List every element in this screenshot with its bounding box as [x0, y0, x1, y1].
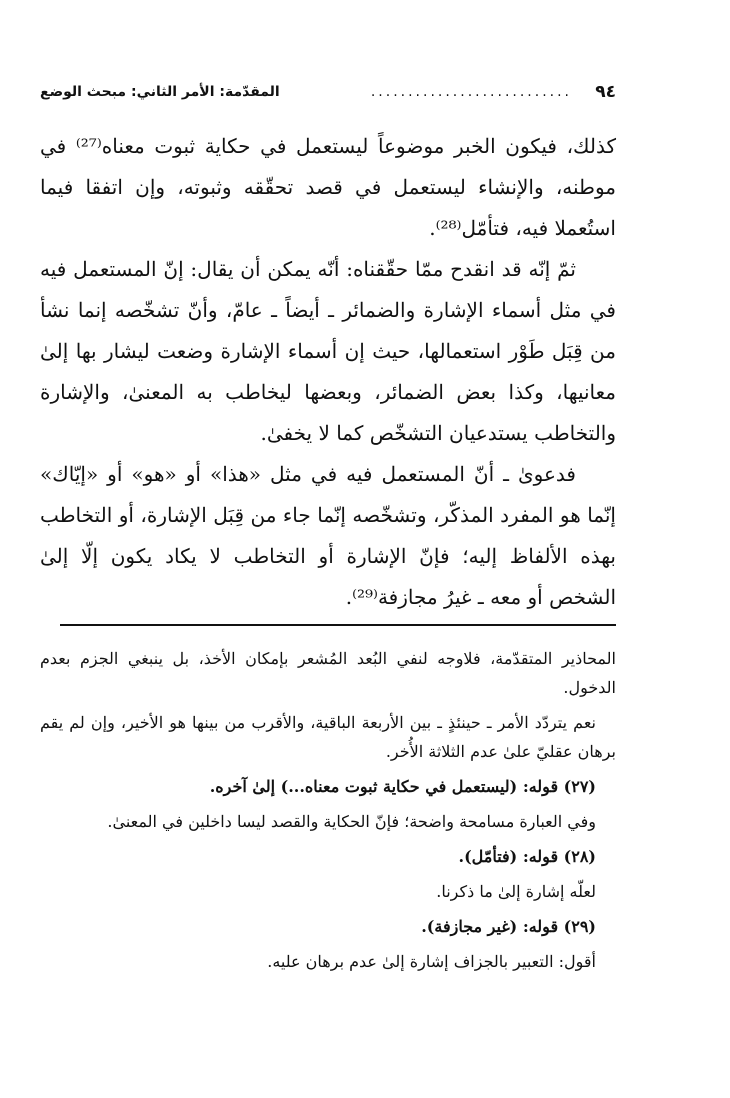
footnote-continuation: المحاذير المتقدّمة، فلاوجه لنفي البُعد المُشعر بإمكان الأخذ، بل ينبغي الجزم بعدم الدخول. [40, 649, 616, 697]
footnote-continuation: نعم يتردّد الأمر ـ حينئذٍ ـ بين الأربعة الباقية، والأقرب من بينها هو الأخير، وإن لم يقم برهان عقليّ علىٰ عدم الثلاثة الأُخر. [40, 713, 616, 761]
footnote-separator [60, 624, 616, 626]
footnotes [40, 644, 616, 982]
page-header [40, 78, 616, 106]
header-leader-dots: ........................... [370, 84, 572, 100]
main-paragraph: كذلك، فيكون الخبر موضوعاً ليستعمل في حكاية ثبوت معناه⁽²⁷⁾ في موطنه، والإنشاء ليستعمل في قصد تحقّقه وثبوته، وإن اتفقا فيما استُعملا فيه، فتأمّل⁽²⁸⁾. [40, 134, 616, 240]
main-paragraph: ثمّ إنّه قد انقدح ممّا حقّقناه: أنّه يمكن أن يقال: إنّ المستعمل فيه في مثل أسماء الإشارة والضمائر ـ أيضاً ـ عامّ، وأنّ تشخّصه إنما نشأ من قِبَل طَوْر استعمالها، حيث إن أسماء الإشارة وضعت ليشار بها إلىٰ معانيها، وكذا بعض الضمائر، وبعضها ليخاطب به المعنىٰ، والإشارة والتخاطب يستدعيان التشخّص كما لا يخفىٰ. [40, 257, 616, 445]
footnote-27-heading: (٢٧) قوله: (ليستعمل في حكاية ثبوت معناه...) إلىٰ آخره. [209, 777, 596, 796]
footnote-27-body: وفي العبارة مسامحة واضحة؛ فإنّ الحكاية والقصد ليسا داخلين في المعنىٰ. [107, 812, 596, 831]
running-title: المقدّمة: الأمر الثاني: مبحث الوضع [40, 84, 280, 100]
main-paragraph: فدعوىٰ ـ أنّ المستعمل فيه في مثل «هذا» أو «هو» أو «إيّاك» إنّما هو المفرد المذكّر، وتشخّصه إنّما جاء من قِبَل الإشارة، أو التخاطب بهذه الألفاظ إليه؛ فإنّ الإشارة أو التخاطب لا يكاد يكون إلّا إلىٰ الشخص أو معه ـ غيرُ مجازفة⁽²⁹⁾. [40, 462, 616, 609]
footnote-29-heading: (٢٩) قوله: (غير مجازفة). [421, 917, 596, 936]
page-number: ٩٤ [595, 82, 616, 102]
main-text [40, 126, 616, 618]
footnote-28-body: لعلّه إشارة إلىٰ ما ذكرنا. [436, 882, 596, 901]
footnote-29-body: أقول: التعبير بالجزاف إشارة إلىٰ عدم برهان عليه. [267, 952, 596, 971]
footnote-28-heading: (٢٨) قوله: (فتأمّل). [458, 847, 596, 866]
